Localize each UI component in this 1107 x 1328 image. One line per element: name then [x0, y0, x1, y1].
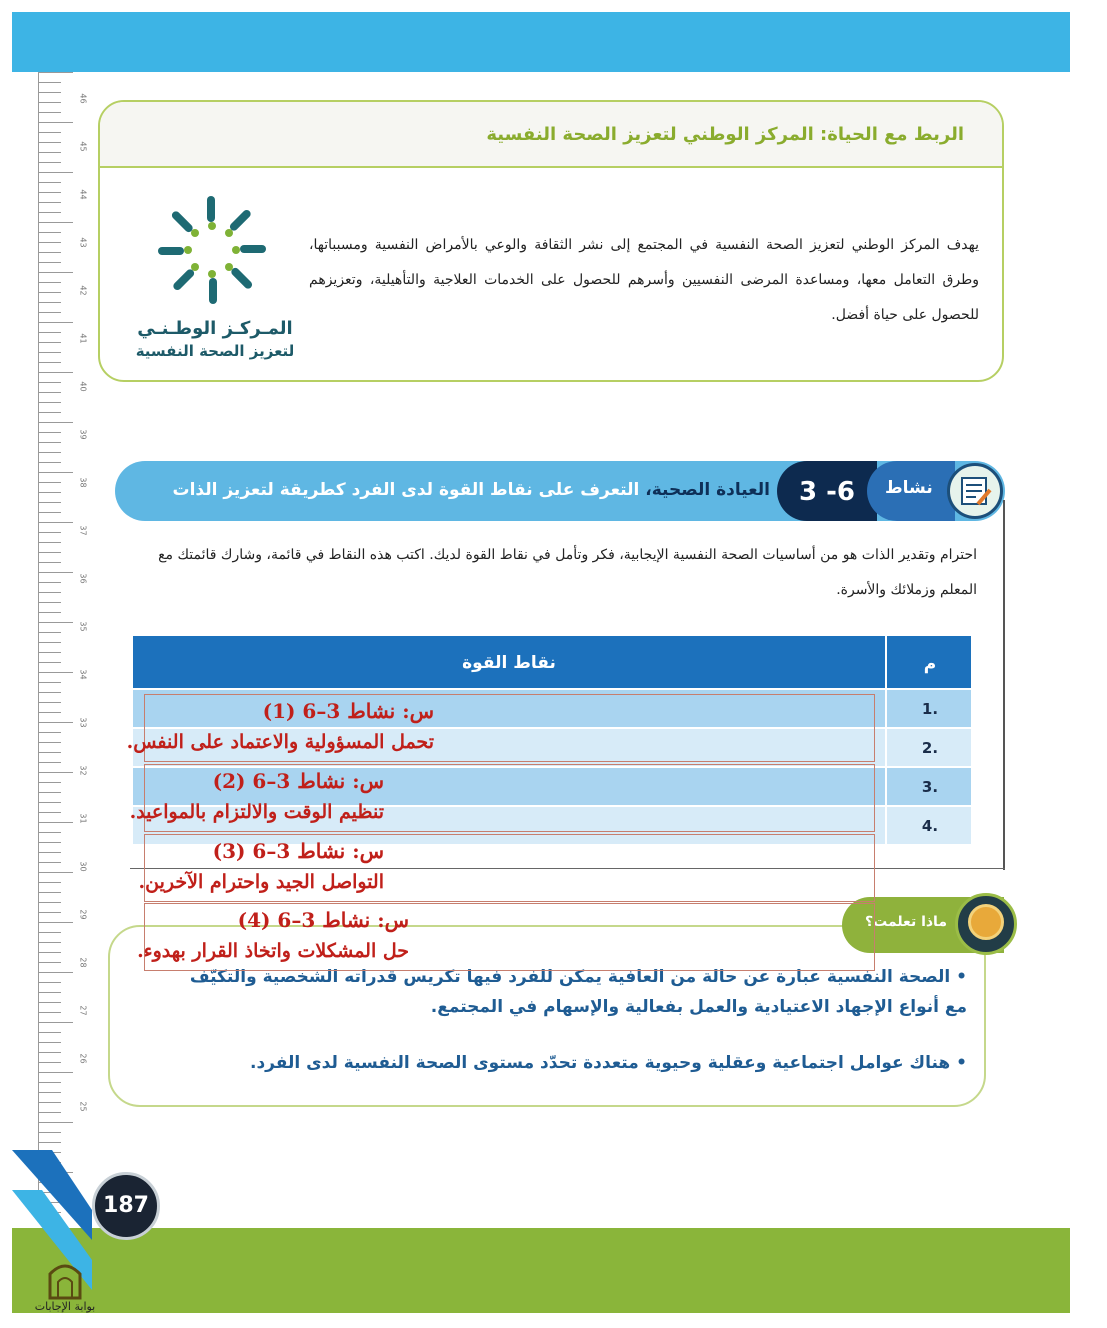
ruler-number: 34	[78, 669, 88, 680]
ruler-tick	[39, 802, 61, 803]
learned-point-1: • الصحة النفسية عبارة عن حالة من العافية يمكن للفرد فيها تكريس قدراته الشخصية والتكيّف مع أنواع الإجهاد الاعتيادية والعمل بفعالية والإسهام في المجتمع.	[189, 967, 967, 1017]
ruler-tick	[39, 962, 61, 963]
ruler-tick	[39, 852, 61, 853]
activity-number: 3 -6	[777, 461, 877, 521]
ruler-tick	[39, 1012, 61, 1013]
ruler-number: 45	[78, 141, 88, 152]
activity-header	[115, 461, 1005, 521]
ruler-tick	[39, 102, 61, 103]
ruler-tick	[39, 382, 61, 383]
ruler-tick	[39, 472, 73, 473]
ruler-tick	[39, 722, 73, 723]
ruler-tick	[39, 622, 73, 623]
ruler-tick	[39, 662, 61, 663]
ruler-tick	[39, 712, 61, 713]
activity-frame	[995, 500, 1005, 870]
ruler-tick	[39, 292, 61, 293]
ruler-tick	[39, 682, 61, 683]
logo-line-2: لتعزيز الصحة النفسية	[135, 342, 295, 360]
ruler-tick	[39, 412, 61, 413]
ruler-tick	[39, 912, 61, 913]
connection-title: الربط مع الحياة: المركز الوطني لتعزيز الصحة النفسية	[486, 124, 964, 145]
ruler-tick	[39, 642, 61, 643]
ncmh-logo-icon	[152, 190, 272, 310]
activity-title	[173, 480, 771, 500]
ruler-tick	[39, 932, 61, 933]
ruler-number: 36	[78, 573, 88, 584]
answer-question: س: نشاط 3–6 (3)	[212, 839, 384, 863]
ncmh-logo	[130, 190, 300, 365]
ruler-tick	[39, 922, 73, 923]
ruler-tick	[39, 692, 61, 693]
ruler-tick	[39, 212, 61, 213]
ruler-tick	[39, 702, 61, 703]
ruler-tick	[39, 882, 61, 883]
ruler-tick	[39, 822, 73, 823]
ruler-tick	[39, 202, 61, 203]
ruler-tick	[39, 332, 61, 333]
ruler-number: 28	[78, 957, 88, 968]
ruler-tick	[39, 672, 73, 673]
page-number: 187	[92, 1172, 160, 1240]
ruler-tick	[39, 1102, 61, 1103]
table-header-strengths: نقاط القوة	[133, 636, 887, 688]
ruler-tick	[39, 592, 61, 593]
ruler-tick	[39, 1052, 61, 1053]
ruler-number: 39	[78, 429, 88, 440]
ruler-tick	[39, 1092, 61, 1093]
answer-text: تحمل المسؤولية والاعتماد على النفس.	[126, 731, 434, 753]
ruler-number: 37	[78, 525, 88, 536]
ruler-tick	[39, 652, 61, 653]
ruler-tick	[39, 1022, 73, 1023]
ruler-tick	[39, 992, 61, 993]
ruler-tick	[39, 602, 61, 603]
ruler-tick	[39, 972, 73, 973]
ruler-tick	[39, 532, 61, 533]
answer-question: س: نشاط 3–6 (2)	[212, 769, 384, 793]
ruler-number: 46	[78, 93, 88, 104]
ruler-number: 27	[78, 1005, 88, 1016]
ruler-tick	[39, 252, 61, 253]
ruler-number: 33	[78, 717, 88, 728]
ruler-tick	[39, 322, 73, 323]
ruler-number: 35	[78, 621, 88, 632]
ruler-tick	[39, 372, 73, 373]
ruler-tick	[39, 862, 61, 863]
ruler-tick	[39, 762, 61, 763]
ruler-tick	[39, 162, 61, 163]
connection-header	[100, 102, 1002, 168]
ruler-tick	[39, 502, 61, 503]
ruler-number: 25	[78, 1101, 88, 1112]
ruler-number: 32	[78, 765, 88, 776]
activity-label: نشاط	[885, 478, 933, 498]
ruler-tick	[39, 142, 61, 143]
ruler-tick	[39, 152, 61, 153]
ruler-tick	[39, 562, 61, 563]
ruler-tick	[39, 402, 61, 403]
ruler-number: 30	[78, 861, 88, 872]
ruler-number: 43	[78, 237, 88, 248]
ruler-number: 31	[78, 813, 88, 824]
ruler-tick	[39, 112, 61, 113]
ruler-tick	[39, 522, 73, 523]
ruler-tick	[39, 952, 61, 953]
ruler-tick	[39, 982, 61, 983]
ruler-tick	[39, 282, 61, 283]
ruler-tick	[39, 1042, 61, 1043]
ruler-tick	[39, 772, 73, 773]
ruler-tick	[39, 512, 61, 513]
ruler-tick	[39, 582, 61, 583]
ruler-tick	[39, 902, 61, 903]
ruler-number: 40	[78, 381, 88, 392]
ruler-tick	[39, 812, 61, 813]
table-header	[133, 636, 971, 688]
ruler-tick	[39, 1002, 61, 1003]
ruler-tick	[39, 632, 61, 633]
ruler-number: 38	[78, 477, 88, 488]
ruler-tick	[39, 182, 61, 183]
answer-box	[137, 903, 875, 971]
ruler-tick	[39, 462, 61, 463]
ruler-tick	[39, 542, 61, 543]
mosque-icon	[30, 1256, 100, 1300]
row-number: 1.	[921, 700, 939, 718]
table-header-number: م	[923, 654, 937, 674]
ruler-tick	[39, 262, 61, 263]
connection-body: يهدف المركز الوطني لتعزيز الصحة النفسية في المجتمع إلى نشر الثقافة والوعي بالأمراض النفسية ومسبباتها، وطرق التعامل معها، ومساعدة المرضى النفسيين وأسرهم للحصول على الخدمات العلاجية والتأهيلية، وتعزيزهم للحصول على حياة أفضل.	[309, 237, 979, 323]
ruler-tick	[39, 342, 61, 343]
ruler-number: 44	[78, 189, 88, 200]
ruler-tick	[39, 1072, 73, 1073]
ruler-tick	[39, 1142, 61, 1143]
ruler-tick	[39, 72, 73, 73]
activity-title-rest: التعرف على نقاط القوة لدى الفرد كطريقة لتعزيز الذات	[172, 480, 646, 500]
logo-line-1: المـركـز الوطـنـي	[137, 318, 293, 339]
ruler-tick	[39, 1032, 61, 1033]
ruler-number: 41	[78, 333, 88, 344]
ruler-tick	[39, 442, 61, 443]
ruler-tick	[39, 302, 61, 303]
ruler-tick	[39, 942, 61, 943]
answer-box	[129, 764, 875, 832]
ruler-tick	[39, 92, 61, 93]
ruler-tick	[39, 782, 61, 783]
ruler-tick	[39, 242, 61, 243]
ruler-tick	[39, 172, 73, 173]
ruler-tick	[39, 752, 61, 753]
answer-box	[126, 694, 875, 762]
ruler-tick	[39, 482, 61, 483]
ruler-tick	[39, 82, 61, 83]
ruler-tick	[39, 792, 61, 793]
ruler-number: 42	[78, 285, 88, 296]
answer-box	[138, 834, 875, 902]
ruler-tick	[39, 232, 61, 233]
ruler-tick	[39, 1082, 61, 1083]
ruler-tick	[39, 432, 61, 433]
ruler-tick	[39, 422, 73, 423]
page-ruler	[38, 72, 98, 1222]
answer-text: تنظيم الوقت والالتزام بالمواعيد.	[129, 801, 384, 823]
ruler-tick	[39, 842, 61, 843]
medal-icon	[955, 893, 1017, 955]
ruler-number: 29	[78, 909, 88, 920]
ruler-tick	[39, 312, 61, 313]
ruler-tick	[39, 1122, 73, 1123]
ruler-tick	[39, 1112, 61, 1113]
ruler-tick	[39, 132, 61, 133]
bottom-banner	[12, 1228, 1070, 1313]
ruler-tick	[39, 452, 61, 453]
brand-name: بوابة الإجابات	[34, 1300, 96, 1313]
ruler-tick	[39, 892, 61, 893]
ruler-tick	[39, 1062, 61, 1063]
learned-point-2: • هناك عوامل اجتماعية وعقلية وحيوية متعددة تحدّد مستوى الصحة النفسية لدى الفرد.	[249, 1053, 967, 1073]
ruler-tick	[39, 742, 61, 743]
row-number: 4.	[921, 817, 939, 835]
answer-question: س: نشاط 3–6 (4)	[237, 908, 409, 932]
ruler-number: 26	[78, 1053, 88, 1064]
ruler-tick	[39, 192, 61, 193]
answer-question: س: نشاط 3–6 (1)	[262, 699, 434, 723]
ruler-tick	[39, 552, 61, 553]
ruler-tick	[39, 1132, 61, 1133]
ruler-tick	[39, 832, 61, 833]
row-number: 3.	[921, 778, 939, 796]
learned-tab-label: ماذا تعلمت؟	[865, 914, 947, 930]
ruler-tick	[39, 272, 73, 273]
ruler-tick	[39, 872, 73, 873]
ruler-tick	[39, 732, 61, 733]
activity-intro: احترام وتقدير الذات هو من أساسيات الصحة النفسية الإيجابية، فكر وتأمل في نقاط القوة لديك. اكتب هذه النقاط في قائمة، وشارك قائمتك مع المعلم وزملائك والأسرة.	[158, 547, 977, 598]
ruler-line	[38, 72, 39, 1222]
answer-text: حل المشكلات واتخاذ القرار بهدوء.	[137, 940, 409, 962]
medal-inner	[968, 904, 1004, 940]
row-number: 2.	[921, 739, 939, 757]
ruler-tick	[39, 122, 73, 123]
top-banner	[12, 12, 1070, 72]
answer-text: التواصل الجيد واحترام الآخرين.	[138, 871, 384, 893]
ruler-tick	[39, 352, 61, 353]
ruler-tick	[39, 222, 73, 223]
ruler-tick	[39, 392, 61, 393]
ruler-tick	[39, 492, 61, 493]
ruler-tick	[39, 612, 61, 613]
ruler-tick	[39, 362, 61, 363]
activity-title-bold: العيادة الصحية،	[645, 480, 770, 500]
ruler-tick	[39, 572, 73, 573]
